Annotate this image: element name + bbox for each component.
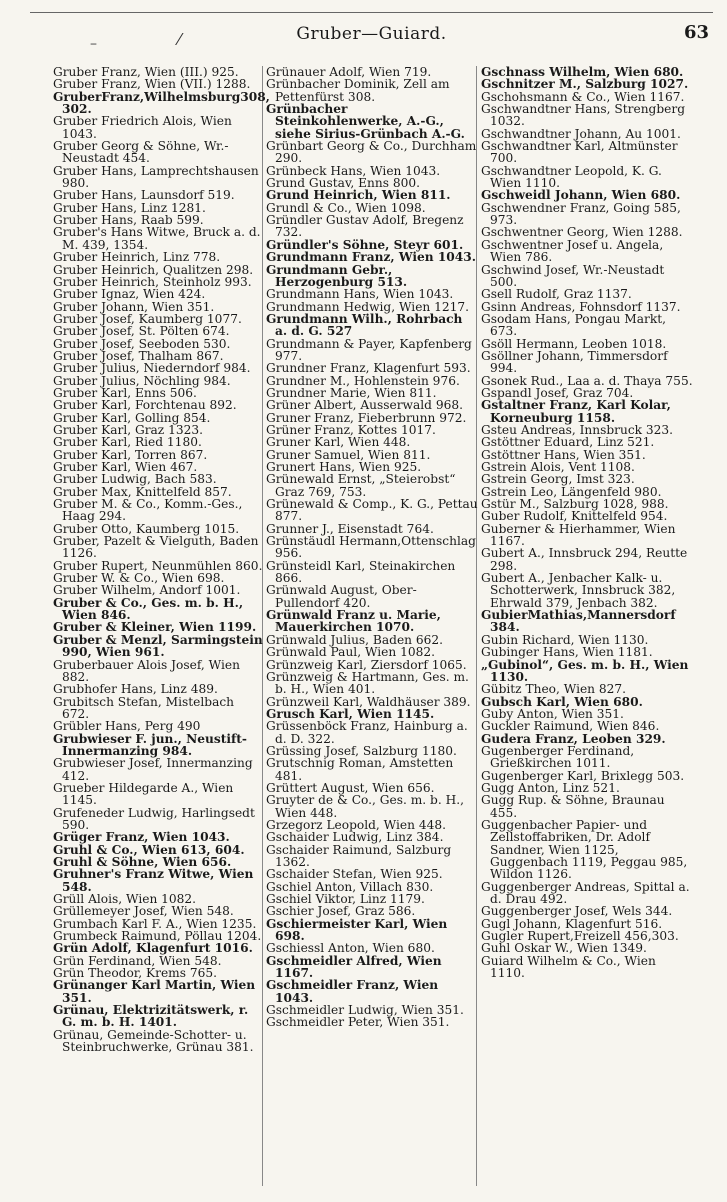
directory-entry: Gschmeidler Alfred, Wien 1167. xyxy=(266,953,442,981)
directory-entry: Gubin Richard, Wien 1130. xyxy=(481,632,649,647)
directory-entry: Grünewald Ernst, „Steierobst“ Graz 769, 753. xyxy=(266,472,456,499)
directory-entry: Gruber Karl, Enns 506. xyxy=(53,385,197,400)
directory-entry: Gruber & Kleiner, Wien 1199. xyxy=(53,620,257,635)
directory-entry: Gstöttner Hans, Wien 351. xyxy=(481,447,646,462)
directory-entry: Gschmeidler Ludwig, Wien 351. xyxy=(266,1003,464,1018)
directory-entry: Gruber Julius, Nöchling 984. xyxy=(53,373,231,388)
directory-entry: Grünwald Paul, Wien 1082. xyxy=(266,645,435,660)
directory-entry: Gschwandtner Johann, Au 1001. xyxy=(481,126,681,141)
directory-entry: Gsonek Rud., Laa a. d. Thaya 755. xyxy=(481,373,693,388)
directory-entry: Gruber Otto, Kaumberg 1015. xyxy=(53,521,240,536)
directory-entry: Grundmann & Payer, Kapfenberg 977. xyxy=(266,336,472,363)
directory-entry: Gschaider Stefan, Wien 925. xyxy=(266,867,443,882)
directory-entry: Grünanger Karl Martin, Wien 351. xyxy=(53,978,256,1005)
directory-entry: Gruber Friedrich Alois, Wien 1043. xyxy=(53,114,232,141)
directory-entry: Grünewald & Comp., K. G., Pettau 877. xyxy=(266,497,478,524)
directory-entry: Gstrein Alois, Vent 1108. xyxy=(481,460,635,474)
directory-entry: Gschnitzer M., Salzburg 1027. xyxy=(481,77,689,92)
directory-entry: Gugl Johann, Klagenfurt 516. xyxy=(481,916,663,931)
directory-entry: Gsell Rudolf, Graz 1137. xyxy=(481,287,632,302)
directory-entry: Gruner Karl, Wien 448. xyxy=(266,435,411,450)
directory-entry: Grünbacher Dominik, Zell am Pettenfürst 308. xyxy=(266,77,450,104)
directory-entry: Gruhner's Franz Witwe, Wien 548. xyxy=(53,867,254,894)
directory-entry: Gschmeidler Franz, Wien 1043. xyxy=(266,978,439,1005)
directory-column-3 xyxy=(481,66,693,979)
directory-entry: Grumbach Karl F. A., Wien 1235. xyxy=(53,916,257,931)
directory-entry: Gruber Rupert, Neunmühlen 860. xyxy=(53,558,263,573)
directory-entry: Grünau, Elektrizitätswerk, r. G. m. b. H. 1401. xyxy=(53,1003,249,1030)
directory-entry: Grundl & Co., Wien 1098. xyxy=(266,200,426,215)
directory-entry: Gruberbauer Alois Josef, Wien 882. xyxy=(53,657,240,684)
directory-entry: Gruber Georg & Söhne, Wr.-Neustadt 454. xyxy=(53,139,229,166)
directory-entry: Gstrein Leo, Längenfeld 980. xyxy=(481,484,662,499)
directory-entry: Grünzweil Karl, Waldhäuser 389. xyxy=(266,694,471,709)
directory-entry: Gruber Heinrich, Linz 778. xyxy=(53,250,221,265)
directory-entry: Gründler's Söhne, Steyr 601. xyxy=(266,237,464,252)
margin-tick: ⁄ xyxy=(178,30,181,49)
directory-entry: Gruber & Co., Ges. m. b. H., Wien 846. xyxy=(53,595,244,623)
directory-entry: Grüttert August, Wien 656. xyxy=(266,780,435,795)
directory-entry: Grunner J., Eisenstadt 764. xyxy=(266,521,434,536)
directory-entry: Gruber's Hans Witwe, Bruck a. d. M. 439, 1354. xyxy=(53,225,261,252)
directory-entry: Gsteu Andreas, Innsbruck 323. xyxy=(481,422,674,437)
directory-entry: Gugler Rupert,Freizell 456,303. xyxy=(481,929,679,944)
directory-entry: Gruber Julius, Niederndorf 984. xyxy=(53,361,251,376)
directory-entry: Grundmann Hedwig, Wien 1217. xyxy=(266,299,470,314)
directory-entry: Gruber & Menzl, Sarmingstein 990, Wien 961. xyxy=(53,632,263,660)
directory-entry: GubierMathias,Mannersdorf 384. xyxy=(481,608,676,635)
directory-entry: Gruber Heinrich, Steinholz 993. xyxy=(53,274,252,289)
directory-entry: Gschaider Ludwig, Linz 384. xyxy=(266,830,444,845)
directory-entry: Grüllemeyer Josef, Wien 548. xyxy=(53,904,234,919)
directory-entry: Grubwieser F. jun., Neustift-Innermanzing 984. xyxy=(53,731,247,758)
directory-entry: Gruber Hans, Raab 599. xyxy=(53,213,204,228)
directory-entry: Grübler Hans, Perg 490 xyxy=(53,719,201,734)
directory-entry: Guby Anton, Wien 351. xyxy=(481,706,624,721)
directory-entry: Grundner Marie, Wien 811. xyxy=(266,385,437,400)
directory-entry: Grün Adolf, Klagenfurt 1016. xyxy=(53,941,253,956)
directory-entry: Grün Theodor, Krems 765. xyxy=(53,966,218,981)
directory-entry: Gsinn Andreas, Fohnsdorf 1137. xyxy=(481,299,681,314)
directory-entry: Gründler Gustav Adolf, Bregenz 732. xyxy=(266,213,464,240)
directory-entry: Grüner Franz, Kottes 1017. xyxy=(266,422,436,437)
top-rule xyxy=(30,12,713,13)
directory-entry: Gruber W. & Co., Wien 698. xyxy=(53,571,225,586)
directory-entry: Grubitsch Stefan, Mistelbach 672. xyxy=(53,694,235,721)
directory-entry: Grünwald Julius, Baden 662. xyxy=(266,632,444,647)
directory-entry: Gschwandtner Hans, Strengberg 1032. xyxy=(481,102,685,129)
directory-entry: Grünzweig & Hartmann, Ges. m. b. H., Wien 401. xyxy=(266,669,469,697)
directory-entry: Gspandl Josef, Graz 704. xyxy=(481,385,634,400)
directory-entry: Gruber Johann, Wien 351. xyxy=(53,299,215,314)
directory-entry: Grünbeck Hans, Wien 1043. xyxy=(266,163,441,178)
directory-entry: Grundmann Franz, Wien 1043. xyxy=(266,250,476,265)
directory-entry: Gschiel Viktor, Linz 1179. xyxy=(266,892,425,907)
directory-entry: Gubinger Hans, Wien 1181. xyxy=(481,645,653,660)
directory-entry: Grundmann Hans, Wien 1043. xyxy=(266,287,454,302)
directory-entry: Grubhofer Hans, Linz 489. xyxy=(53,682,218,697)
directory-entry: Gruber Hans, Linz 1281. xyxy=(53,200,206,215)
directory-entry: Grundmann Wilh., Rohrbach a. d. G. 527 xyxy=(266,311,463,339)
directory-entry: Gschwind Josef, Wr.-Neustadt 500. xyxy=(481,262,665,289)
directory-entry: Grüger Franz, Wien 1043. xyxy=(53,830,230,845)
directory-entry: Gruber Heinrich, Qualitzen 298. xyxy=(53,262,254,277)
directory-entry: Gruyter de & Co., Ges. m. b. H., Wien 448. xyxy=(266,793,464,820)
directory-entry: Gruber Josef, Kaumberg 1077. xyxy=(53,311,242,326)
directory-entry: Grüssing Josef, Salzburg 1180. xyxy=(266,743,457,758)
directory-entry: Guggenberger Josef, Wels 344. xyxy=(481,904,673,919)
directory-entry: Guggenbacher Papier- und Zellstoffabriken, Dr. Adolf Sandner, Wien 1125, Guggenbach 1119, Peggau 985, Wildon 1126. xyxy=(481,817,688,882)
directory-entry: Grüll Alois, Wien 1082. xyxy=(53,892,197,907)
directory-entry: Gschweidl Johann, Wien 680. xyxy=(481,188,681,203)
directory-entry: Gubert A., Innsbruck 294, Reutte 298. xyxy=(481,546,688,573)
directory-entry: Gsodam Hans, Pongau Markt, 673. xyxy=(481,311,666,339)
directory-entry: „Gubinol“, Ges. m. b. H., Wien 1130. xyxy=(481,657,689,684)
directory-entry: Grueber Hildegarde A., Wien 1145. xyxy=(53,780,234,808)
directory-entry: Gstrein Georg, Imst 323. xyxy=(481,472,635,487)
directory-entry: Grünauer Adolf, Wien 719. xyxy=(266,65,432,79)
directory-entry: Gübitz Theo, Wien 827. xyxy=(481,682,627,697)
directory-entry: Grumbeck Raimund, Pöllau 1204. xyxy=(53,929,262,944)
directory-entry: GruberFranz,Wilhelmsburg308, 302. xyxy=(53,89,270,117)
directory-entry: Gruber Karl, Golling 854. xyxy=(53,410,211,425)
directory-entry: Grzegorz Leopold, Wien 448. xyxy=(266,817,446,832)
directory-entry: Gruber Wilhelm, Andorf 1001. xyxy=(53,583,241,598)
page-header xyxy=(30,10,713,54)
directory-entry: Gschwandtner Leopold, K. G. Wien 1110. xyxy=(481,163,662,191)
directory-entry: Gruner Samuel, Wien 811. xyxy=(266,447,431,462)
directory-entry: Gschier Josef, Graz 586. xyxy=(266,904,416,919)
directory-entry: Gugenberger Ferdinand, Grießkirchen 1011. xyxy=(481,743,635,771)
directory-entry: Grubwieser Josef, Innermanzing 412. xyxy=(53,756,253,783)
directory-entry: Gschiessl Anton, Wien 680. xyxy=(266,941,435,956)
directory-column-2 xyxy=(266,66,478,1029)
directory-entry: Gstaltner Franz, Karl Kolar, Korneuburg 1158. xyxy=(481,398,671,425)
directory-entry: Grund Heinrich, Wien 811. xyxy=(266,188,451,203)
directory-entry: Grünsteidl Karl, Steinakirchen 866. xyxy=(266,558,456,586)
directory-entry: Gschwandtner Karl, Altmünster 700. xyxy=(481,139,678,166)
directory-entry: Gstür M., Salzburg 1028, 988. xyxy=(481,497,669,512)
directory-entry: Gruber Josef, Thalham 867. xyxy=(53,348,224,363)
directory-entry: Gschwentner Josef u. Angela, Wien 786. xyxy=(481,237,664,265)
directory-entry: Gschnass Wilhelm, Wien 680. xyxy=(481,65,684,79)
directory-entry: Gruber Max, Knittelfeld 857. xyxy=(53,484,232,499)
directory-entry: Gruber Ludwig, Bach 583. xyxy=(53,472,217,487)
margin-mark: – xyxy=(90,36,97,52)
directory-column-1 xyxy=(53,65,270,1055)
directory-entry: Grünau, Gemeinde-Schotter- u. Steinbruchwerke, Grünau 381. xyxy=(53,1027,254,1055)
directory-entry: Grünstäudl Hermann,Ottenschlag 956. xyxy=(266,534,476,561)
directory-entry: Gugg Rup. & Söhne, Braunau 455. xyxy=(481,793,665,820)
directory-entry: Gruhl & Co., Wien 613, 604. xyxy=(53,842,245,857)
directory-entry: Grunert Hans, Wien 925. xyxy=(266,460,422,474)
directory-entry: Grufeneder Ludwig, Harlingsedt 590. xyxy=(53,805,255,832)
directory-entry: Gschwentner Georg, Wien 1288. xyxy=(481,225,683,240)
directory-entry: Guber Rudolf, Knittelfeld 954. xyxy=(481,509,668,524)
directory-entry: Grünzweig Karl, Ziersdorf 1065. xyxy=(266,657,467,672)
directory-entry: Guckler Raimund, Wien 846. xyxy=(481,719,660,734)
directory-entry: Gugenberger Karl, Brixlegg 503. xyxy=(481,768,685,783)
directory-entry: Gruber, Pazelt & Vielguth, Baden 1126. xyxy=(53,534,259,561)
directory-entry: Gruber Josef, St. Pölten 674. xyxy=(53,324,230,339)
directory-entry: Gruber Ignaz, Wien 424. xyxy=(53,287,206,302)
directory-entry: Gruber Karl, Wien 467. xyxy=(53,460,198,474)
directory-entry: Grund Gustav, Enns 800. xyxy=(266,176,420,191)
directory-entry: Grünwald August, Ober-Pullendorf 420. xyxy=(266,583,417,610)
directory-entry: Gruber Karl, Forchtenau 892. xyxy=(53,398,237,413)
page-number: 63 xyxy=(683,22,709,43)
directory-entry: Guberner & Hierhammer, Wien 1167. xyxy=(481,521,676,549)
directory-entry: Guhl Oskar W., Wien 1349. xyxy=(481,941,647,956)
directory-entry: Gsöll Hermann, Leoben 1018. xyxy=(481,336,667,351)
directory-entry: Gruner Franz, Fieberbrunn 972. xyxy=(266,410,467,425)
directory-entry: Gruber M. & Co., Komm.-Ges., Haag 294. xyxy=(53,497,243,524)
directory-entry: Grundner M., Hohlenstein 976. xyxy=(266,373,460,388)
directory-entry: Gschwendner Franz, Going 585, 973. xyxy=(481,200,681,228)
directory-entry: Gschohsmann & Co., Wien 1167. xyxy=(481,89,685,104)
directory-entry: Gubert A., Jenbacher Kalk- u. Schotterwerk, Innsbruck 382, Ehrwald 379, Jenbach 382. xyxy=(481,571,676,610)
directory-entry: Gschmeidler Peter, Wien 351. xyxy=(266,1015,450,1030)
directory-entry: Grusch Karl, Wien 1145. xyxy=(266,706,435,721)
directory-entry: Grutschnig Roman, Amstetten 481. xyxy=(266,756,454,783)
directory-entry: Gruber Franz, Wien (VII.) 1288. xyxy=(53,77,251,92)
directory-entry: Gschaider Raimund, Salzburg 1362. xyxy=(266,842,452,869)
directory-entry: Grundmann Gebr., Herzogenburg 513. xyxy=(266,262,408,289)
directory-entry: Guiard Wilhelm & Co., Wien 1110. xyxy=(481,953,656,981)
directory-entry: Grüner Albert, Ausserwald 968. xyxy=(266,398,463,413)
directory-entry: Gruhl & Söhne, Wien 656. xyxy=(53,855,232,869)
directory-entry: Gschiel Anton, Villach 830. xyxy=(266,879,434,894)
directory-entry: Grundner Franz, Klagenfurt 593. xyxy=(266,361,471,376)
directory-entry: Gugg Anton, Linz 521. xyxy=(481,780,620,795)
directory-entry: Gsöllner Johann, Timmersdorf 994. xyxy=(481,348,668,376)
directory-entry: Grün Ferdinand, Wien 548. xyxy=(53,953,222,968)
directory-entry: Gruber Josef, Seeboden 530. xyxy=(53,336,231,351)
directory-entry: Gruber Hans, Launsdorf 519. xyxy=(53,188,235,203)
directory-entry: Grünwald Franz u. Marie, Mauerkirchen 1070. xyxy=(266,608,441,635)
directory-entry: Gstöttner Eduard, Linz 521. xyxy=(481,435,655,450)
directory-entry: Gruber Karl, Graz 1323. xyxy=(53,422,203,437)
directory-entry: Grünbacher Steinkohlenwerke, A.-G., siehe Sirius-Grünbach A.-G. xyxy=(266,102,465,141)
directory-entry: Grüssenböck Franz, Hainburg a. d. D. 322. xyxy=(266,719,468,746)
directory-entry: Gschiermeister Karl, Wien 698. xyxy=(266,916,448,944)
directory-entry: Gruber Franz, Wien (III.) 925. xyxy=(53,65,239,79)
directory-entry: Gruber Hans, Lamprechtshausen 980. xyxy=(53,163,259,191)
directory-entry: Gruber Karl, Torren 867. xyxy=(53,447,208,462)
directory-entry: Guggenberger Andreas, Spittal a. d. Drau 492. xyxy=(481,879,690,907)
directory-entry: Gruber Karl, Ried 1180. xyxy=(53,435,202,450)
directory-entry: Grünbart Georg & Co., Durchham 290. xyxy=(266,139,477,166)
running-title: Gruber—Guiard. xyxy=(296,24,447,44)
directory-entry: Gubsch Karl, Wien 680. xyxy=(481,694,643,709)
directory-entry: Gudera Franz, Leoben 329. xyxy=(481,731,666,746)
